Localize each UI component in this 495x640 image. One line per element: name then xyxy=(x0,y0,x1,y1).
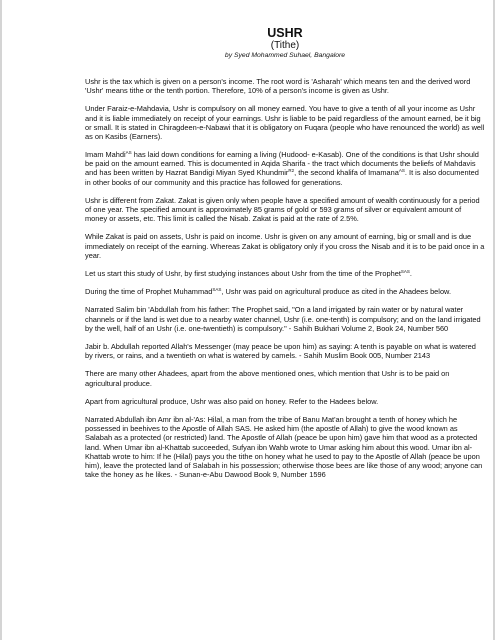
text-period: . xyxy=(409,268,412,278)
text-documented: . It is also documented in other books of our community and this practice has followed for generations. xyxy=(85,168,479,187)
paragraph-other-ahadees: There are many other Ahadees, apart from the above mentioned ones, which mention that Ushr is to be paid on agricultural produce. xyxy=(85,369,450,388)
superscript-as-2: AS xyxy=(398,168,405,174)
text-agricultural: , Ushr was paid on agricultural produce as cited in the Ahadees below. xyxy=(221,287,452,297)
paragraph-imam-mahdi xyxy=(85,150,485,187)
text-khalifa: , the second khalifa of Imamana xyxy=(294,168,399,178)
paragraph-zakat-difference: Ushr is different from Zakat. Zakat is given only when people have a specified amount of wealth continuously for a period of one year. The specified amount is approximately 85 grams of gold or 593 grams of silver or equivalent amount of money or assets, etc. This limit is called the Nisab. Zakat is paid at the rate of 2.5%. xyxy=(85,195,480,224)
superscript-sas: SAS xyxy=(400,268,410,274)
hadees-abu-dawood: Narrated Abdullah ibn Amr ibn al-'As: Hilal, a man from the tribe of Banu Mat'an brought a tenth of honey which he possessed in beehives to the Apostle of Allah SAS. He asked him (the apostle of Allah) to give the wood known as Salabah as a protected (or restricted) land. The Apostle of Allah (peace be upon him) gave him that wood as a protected land. When Umar ibn al-Khattab succeeded, Sufyan ibn Wahb wrote to Umar asking him about this wood. Umar ibn al-Khattab wrote to him: If he (Hilal) pays you the tithe on honey what he used to pay to the Apostle of Allah (peace be upon him), leave the protected land of Salabah in his possession; otherwise those bees are like those of any wood; anyone can take the honey as he likes. - Sunan-e-Abu Dawood Book 9, Number 1596 xyxy=(85,415,483,480)
document-title: USHR xyxy=(267,26,303,40)
text-imam-mahdi: Imam Mahdi xyxy=(85,150,126,160)
hadees-bukhari: Narrated Salim bin 'Abdullah from his father: The Prophet said, "On a land irrigated by rain water or by natural water channels or if the land is wet due to a nearby water channel, Ushr (i.e. one-tenth) is compulsory; and on the land irrigated by the well, half of an Ushr (i.e. one-twentieth) is compulsory." - Sahih Bukhari Volume 2, Book 24, Number 560 xyxy=(85,305,481,333)
superscript-sas-2: SAS xyxy=(212,287,222,293)
hadees-muslim: Jabir b. Abdullah reported Allah's Messenger (may peace be upon him) as saying: A tenth is payable on what is watered by rivers, or rains, and a twentieth on what is watered by camels. - Sahih Muslim Book 005, Number 2143 xyxy=(85,342,476,361)
paragraph-honey: Apart from agricultural produce, Ushr was also paid on honey. Refer to the Hadees below. xyxy=(85,396,379,406)
text-prophet: During the time of Prophet Muhammad xyxy=(85,287,213,297)
text-conditions: has laid down conditions for earning a living (Hudood- e-Kasab). One of the conditions is that Ushr should be paid on the amount earned. This is documented in Aqida Sharifa - the tract which documents the beliefs of Mahdavis and has been written by Hazrat Bandigi Miyan Syed Khundmir xyxy=(85,150,479,178)
superscript-as: AS xyxy=(125,150,132,156)
author-byline: by Syed Mohammed Suhael, Bangalore xyxy=(224,52,346,59)
document-subtitle: (Tithe) xyxy=(270,40,300,51)
article xyxy=(85,26,485,488)
paragraph-definition: Ushr is the tax which is given on a person's income. The root word is 'Asharah' which means ten and the derived word 'Ushr' means tithe or the tenth portion. Therefore, 10% of a person's income is given as Ushr. xyxy=(85,77,471,96)
paragraph-study-intro xyxy=(85,269,485,278)
paragraph-prophet-time xyxy=(85,287,485,296)
paragraph-assets-income: While Zakat is paid on assets, Ushr is paid on income. Ushr is given on any amount of earning, big or small and is due immediately on receipt of the earning. Whereas Zakat is obligatory only if you cross the Nisab and it is to be paid once in a year. xyxy=(85,232,485,260)
superscript-r2: R2 xyxy=(288,168,295,174)
text-study: Let us start this study of Ushr, by first studying instances about Ushr from the time of the Prophet xyxy=(85,268,401,278)
paragraph-faraiz: Under Faraiz-e-Mahdavia, Ushr is compulsory on all money earned. You have to give a tenth of all your income as Ushr and it is liable immediately on receipt of your earnings. Ushr is liable to be paid regardless of the amount earned, be it big or small. It is stated in Chiragdeen-e-Nabawi that it is obligatory on Fuqara (people who have renounced the world) as well as on Kasibs (Earners). xyxy=(85,104,485,141)
